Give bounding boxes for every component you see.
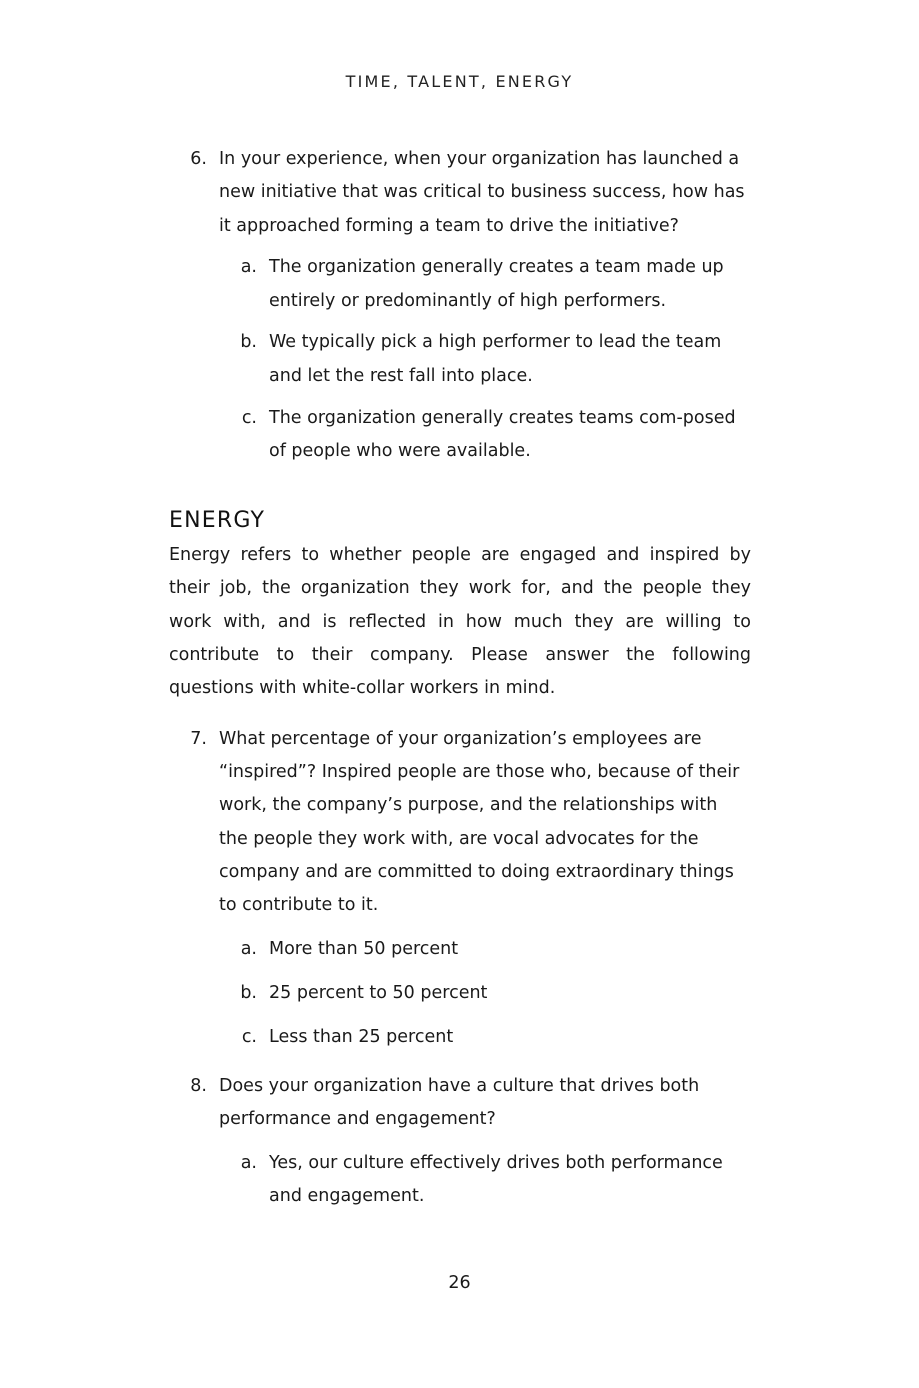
answer-options — [219, 251, 751, 468]
question-text: In your experience, when your organization has launched a new initiative that was critical to business success, how has it approached forming a team to drive the initiative? — [219, 149, 745, 236]
question-text: What percentage of your organization’s employees are “inspired”? Inspired people are those who, because of their work, the company’s purpose, and the relationships with the people they work with, are vocal advocates for the company and are committed to doing extraordinary things to contribute to it. — [219, 728, 740, 916]
answer-options — [219, 933, 751, 1054]
option-text: More than 50 percent — [269, 938, 459, 959]
option-text: Yes, our culture effectively drives both performance and engagement. — [269, 1152, 723, 1207]
option-letter: b. — [240, 332, 257, 353]
question-text: Does your organization have a culture that drives both performance and engagement? — [219, 1075, 700, 1130]
question-6 — [169, 143, 751, 468]
option-letter: b. — [240, 982, 257, 1003]
option-letter: c. — [241, 407, 257, 428]
option-text: 25 percent to 50 percent — [269, 982, 488, 1003]
answer-option-b — [219, 977, 751, 1010]
option-letter: a. — [240, 257, 257, 278]
option-letter: a. — [240, 938, 257, 959]
section-intro: Energy refers to whether people are engaged and inspired by their job, the organization they work for, and the people they work with, and is reflected in how much they are willing to contribute to their company. Please answer the following questions with white-collar workers in mind. — [169, 545, 751, 699]
answer-option-a — [219, 1147, 751, 1214]
option-text: The organization generally creates a team made up entirely or predominantly of high performers. — [269, 257, 724, 311]
option-text: We typically pick a high performer to lead the team and let the rest fall into place. — [269, 332, 722, 386]
question-number: 8. — [190, 1075, 207, 1096]
question-number: 7. — [190, 728, 207, 749]
option-text: The organization generally creates teams com-posed of people who were available. — [269, 407, 736, 461]
question-8 — [169, 1070, 751, 1214]
answer-option-c — [219, 402, 751, 469]
answer-option-a — [219, 933, 751, 966]
answer-option-c — [219, 1021, 751, 1054]
question-7 — [169, 723, 751, 1054]
page-number: 26 — [448, 1273, 471, 1293]
answer-option-b — [219, 326, 751, 393]
option-letter: a. — [240, 1152, 257, 1173]
option-letter: c. — [241, 1026, 257, 1047]
answer-options — [219, 1147, 751, 1214]
section-title: ENERGY — [169, 508, 266, 534]
answer-option-a — [219, 251, 751, 318]
running-head: TIME, TALENT, ENERGY — [345, 72, 574, 91]
question-number: 6. — [190, 149, 207, 169]
option-text: Less than 25 percent — [269, 1026, 454, 1047]
page-content — [169, 143, 751, 1214]
